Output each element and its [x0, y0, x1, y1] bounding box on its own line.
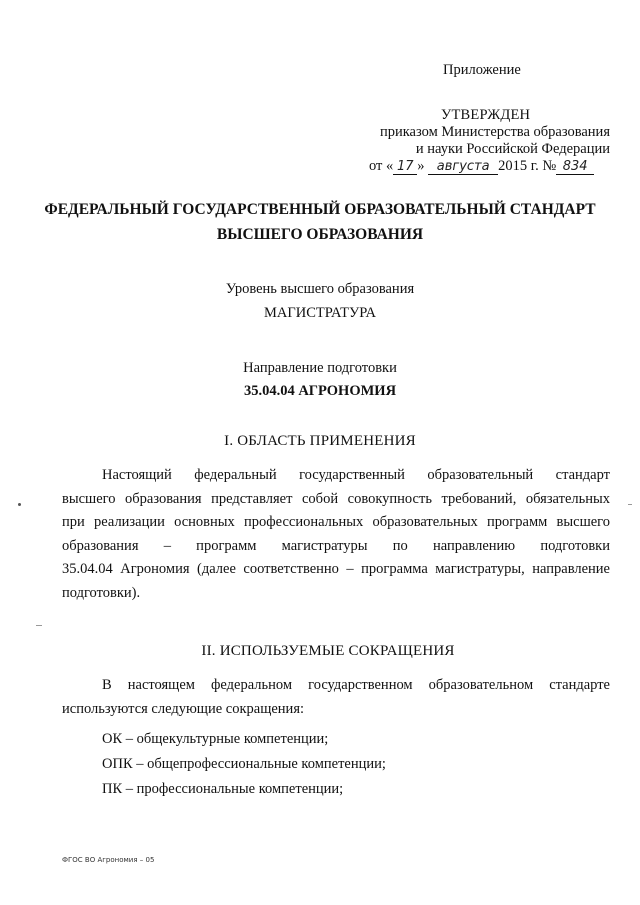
date-mid: »	[417, 158, 425, 174]
education-level-label: Уровень высшего образования	[225, 281, 415, 297]
handwritten-day: 17	[393, 159, 417, 175]
scan-speck	[628, 504, 632, 505]
abbreviations-list	[102, 727, 386, 802]
direction-value: 35.04.04 АГРОНОМИЯ	[243, 383, 397, 399]
paragraph-line: при реализации основных профессиональных образовательных программ высшего	[62, 514, 610, 531]
scan-speck	[18, 503, 21, 506]
document-title-line-2: ВЫСШЕГО ОБРАЗОВАНИЯ	[216, 226, 424, 243]
paragraph-line: используются следующие сокращения:	[62, 700, 305, 717]
handwritten-month: августа	[428, 159, 498, 175]
section-1-heading: I. ОБЛАСТЬ ПРИМЕНЕНИЯ	[224, 433, 416, 449]
document-title-line-1: ФЕДЕРАЛЬНЫЙ ГОСУДАРСТВЕННЫЙ ОБРАЗОВАТЕЛЬНЫЙ СТАНДАРТ	[44, 201, 596, 218]
paragraph-line: подготовки).	[62, 584, 141, 601]
section-1-paragraph	[62, 464, 610, 606]
paragraph-line: образования – программ магистратуры по направлению подготовки	[62, 537, 610, 554]
list-item: ОК – общекультурные компетенции;	[102, 731, 329, 747]
paragraph-line: высшего образования представляет собой совокупность требований, обязательных	[62, 490, 610, 507]
paragraph-line: 35.04.04 Агрономия (далее соответственно – программа магистратуры, направление	[62, 561, 610, 578]
section-2-heading: II. ИСПОЛЬЗУЕМЫЕ СОКРАЩЕНИЯ	[201, 643, 455, 659]
direction-label: Направление подготовки	[243, 360, 397, 376]
order-date-line	[369, 158, 594, 175]
page-footer: ФГОС ВО Агрономия – 05	[62, 856, 155, 864]
list-item: ПК – профессиональные компетенции;	[102, 781, 344, 797]
list-item: ОПК – общепрофессиональные компетенции;	[102, 756, 386, 772]
order-line-2: и науки Российской Федерации	[415, 141, 610, 157]
paragraph-line: Настоящий федеральный государственный образовательный стандарт	[102, 467, 610, 483]
education-level-value: МАГИСТРАТУРА	[264, 305, 376, 321]
appendix-label: Приложение	[443, 62, 521, 78]
section-2-paragraph	[62, 674, 610, 721]
paragraph-line: В настоящем федеральном государственном образовательном стандарте	[102, 677, 610, 693]
approved-label: УТВЕРЖДЕН	[441, 107, 531, 123]
date-year: 2015 г. №	[498, 158, 557, 174]
order-line-1: приказом Министерства образования	[379, 124, 610, 140]
scan-speck	[36, 625, 42, 626]
handwritten-order-number: 834	[556, 159, 594, 175]
date-prefix: от «	[369, 158, 394, 174]
